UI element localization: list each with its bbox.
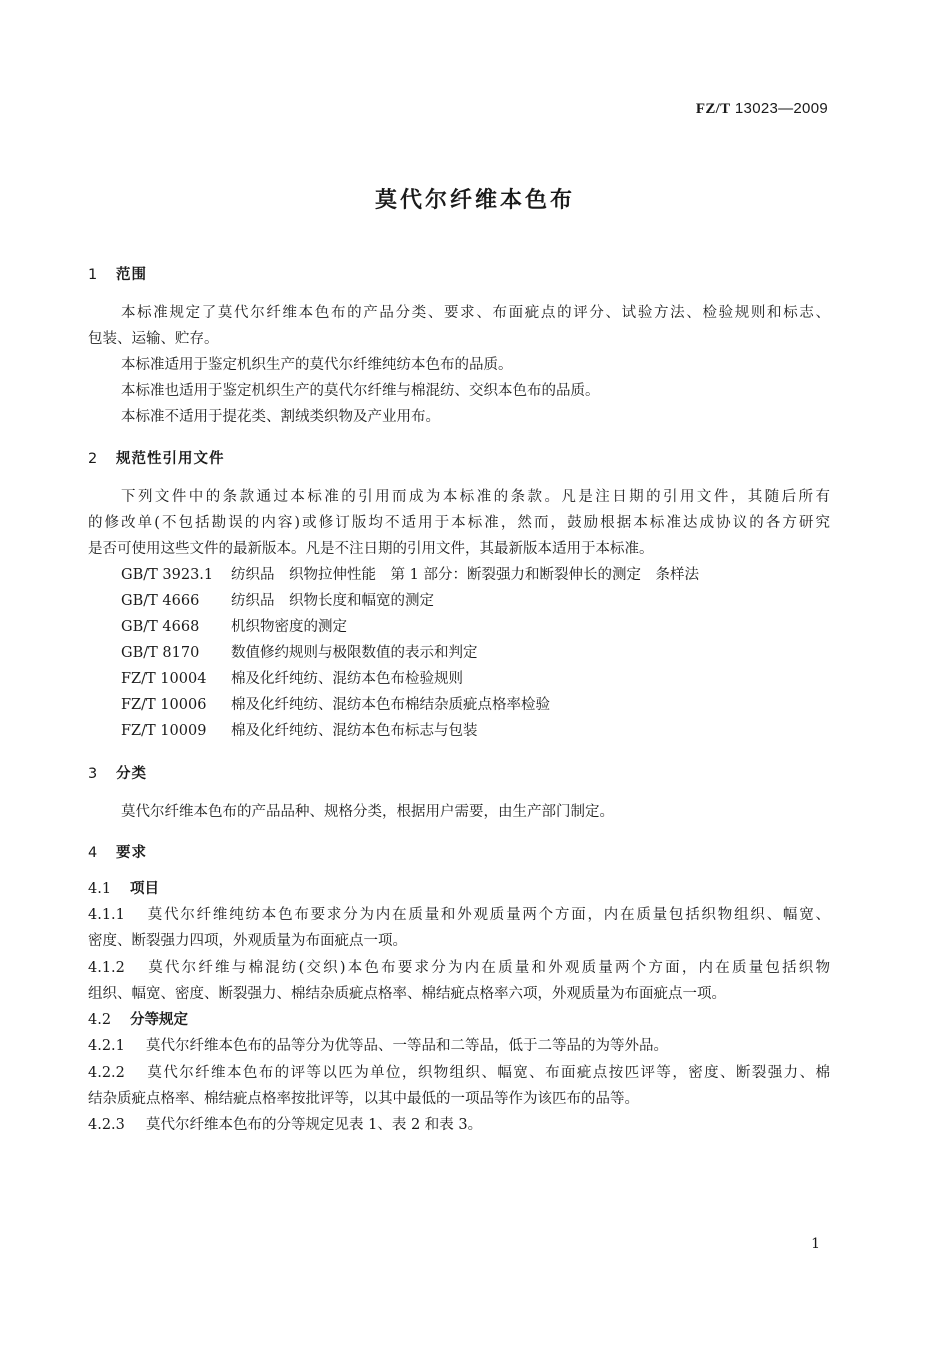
reference-code: FZ/T 10004 — [121, 671, 207, 687]
reference-title: 棉及化纤纯纺、混纺本色布检验规则 — [231, 671, 463, 687]
reference-item — [121, 692, 550, 718]
clause-4-1-number: 4.1 — [88, 881, 112, 897]
reference-code: FZ/T 10006 — [121, 697, 207, 713]
clause-4-1-2-line-1 — [88, 955, 830, 981]
reference-code: GB/T 3923.1 — [121, 567, 214, 583]
reference-item — [121, 588, 434, 614]
section-3-number: 3 — [88, 766, 98, 782]
section-4-number: 4 — [88, 845, 98, 861]
reference-title: 棉及化纤纯纺、混纺本色布棉结杂质疵点格率检验 — [231, 697, 550, 713]
clause-4-2-number: 4.2 — [88, 1012, 112, 1028]
section-1-para-2: 本标准适用于鉴定机织生产的莫代尔纤维纯纺本色布的品质。 — [121, 357, 513, 373]
clause-4-1-1-line-1 — [88, 902, 830, 928]
section-1-para-1-line-1: 本标准规定了莫代尔纤维本色布的产品分类、要求、布面疵点的评分、试验方法、检验规则和标志、 — [121, 305, 830, 321]
section-2-heading — [88, 447, 225, 468]
clause-4-1-title: 项目 — [130, 881, 159, 897]
standard-code — [696, 100, 828, 118]
clause-4-1-1-line-2: 密度、断裂强力四项，外观质量为布面疵点一项。 — [88, 933, 407, 949]
clause-4-2-2-line-2: 结杂质疵点格率、棉结疵点格率按批评等，以其中最低的一项品等作为该匹布的品等。 — [88, 1091, 639, 1107]
clause-4-2-3-number: 4.2.3 — [88, 1117, 125, 1133]
clause-4-2-3-text: 莫代尔纤维本色布的分等规定见表 1、表 2 和表 3。 — [146, 1117, 483, 1133]
reference-code: GB/T 4668 — [121, 619, 200, 635]
reference-title: 纺织品 织物拉伸性能 第 1 部分：断裂强力和断裂伸长的测定 条样法 — [231, 567, 699, 583]
reference-title: 纺织品 织物长度和幅宽的测定 — [231, 593, 434, 609]
clause-4-2-2-line-1 — [88, 1060, 830, 1086]
section-1-number: 1 — [88, 267, 98, 283]
section-3-para: 莫代尔纤维本色布的产品品种、规格分类，根据用户需要，由生产部门制定。 — [121, 804, 614, 820]
reference-item — [121, 614, 347, 640]
section-2-para-line-1: 下列文件中的条款通过本标准的引用而成为本标准的条款。凡是注日期的引用文件，其随后所有 — [121, 489, 830, 505]
reference-title: 数值修约规则与极限数值的表示和判定 — [231, 645, 478, 661]
reference-item — [121, 562, 699, 588]
section-3-title: 分类 — [116, 766, 147, 782]
clause-4-1-2-line-2: 组织、幅宽、密度、断裂强力、棉结杂质疵点格率、棉结疵点格率六项，外观质量为布面疵点一项。 — [88, 986, 726, 1002]
clause-4-1-2-number: 4.1.2 — [88, 960, 125, 976]
clause-4-2-2-number: 4.2.2 — [88, 1065, 125, 1081]
clause-4-2-1-number: 4.2.1 — [88, 1038, 125, 1054]
section-1-para-3: 本标准也适用于鉴定机织生产的莫代尔纤维与棉混纺、交织本色布的品质。 — [121, 383, 600, 399]
section-1-para-1-line-2: 包装、运输、贮存。 — [88, 331, 219, 347]
section-1-title: 范围 — [116, 267, 147, 283]
reference-code: FZ/T 10009 — [121, 723, 207, 739]
section-2-number: 2 — [88, 451, 98, 467]
section-1-heading — [88, 263, 147, 284]
reference-code: GB/T 4666 — [121, 593, 200, 609]
section-2-para-line-3: 是否可使用这些文件的最新版本。凡是不注日期的引用文件，其最新版本适用于本标准。 — [88, 541, 654, 557]
clause-4-2-heading — [88, 1007, 188, 1033]
reference-item — [121, 640, 478, 666]
document-title: 莫代尔纤维本色布 — [374, 188, 575, 213]
standard-code-prefix: FZ/T — [695, 101, 731, 117]
reference-code: GB/T 8170 — [121, 645, 200, 661]
clause-4-2-title: 分等规定 — [130, 1012, 188, 1028]
clause-4-1-heading — [88, 876, 159, 902]
clause-4-1-1-number: 4.1.1 — [88, 907, 125, 923]
page-number: 1 — [811, 1236, 820, 1252]
reference-title: 棉及化纤纯纺、混纺本色布标志与包装 — [231, 723, 478, 739]
clause-4-2-1 — [88, 1033, 668, 1059]
reference-item — [121, 666, 463, 692]
reference-item — [121, 718, 478, 744]
reference-title: 机织物密度的测定 — [231, 619, 347, 635]
clause-4-2-3 — [88, 1112, 482, 1138]
section-4-title: 要求 — [116, 845, 147, 861]
standard-code-number: 13023—2009 — [734, 100, 828, 117]
clause-4-2-2-text: 莫代尔纤维本色布的评等以匹为单位，织物组织、幅宽、布面疵点按匹评等，密度、断裂强力、棉 — [146, 1065, 830, 1081]
section-2-para-line-2: 的修改单(不包括勘误的内容)或修订版均不适用于本标准，然而，鼓励根据本标准达成协议的各方研究 — [88, 515, 830, 531]
section-1-para-4: 本标准不适用于提花类、割绒类织物及产业用布。 — [121, 409, 440, 425]
clause-4-1-2-text: 莫代尔纤维与棉混纺(交织)本色布要求分为内在质量和外观质量两个方面，内在质量包括织物 — [146, 960, 830, 976]
clause-4-1-1-text: 莫代尔纤维纯纺本色布要求分为内在质量和外观质量两个方面，内在质量包括织物组织、幅宽、 — [146, 907, 830, 923]
section-4-heading — [88, 841, 147, 862]
clause-4-2-1-text: 莫代尔纤维本色布的品等分为优等品、一等品和二等品，低于二等品的为等外品。 — [146, 1038, 668, 1054]
section-3-heading — [88, 762, 147, 783]
section-2-title: 规范性引用文件 — [116, 451, 225, 467]
